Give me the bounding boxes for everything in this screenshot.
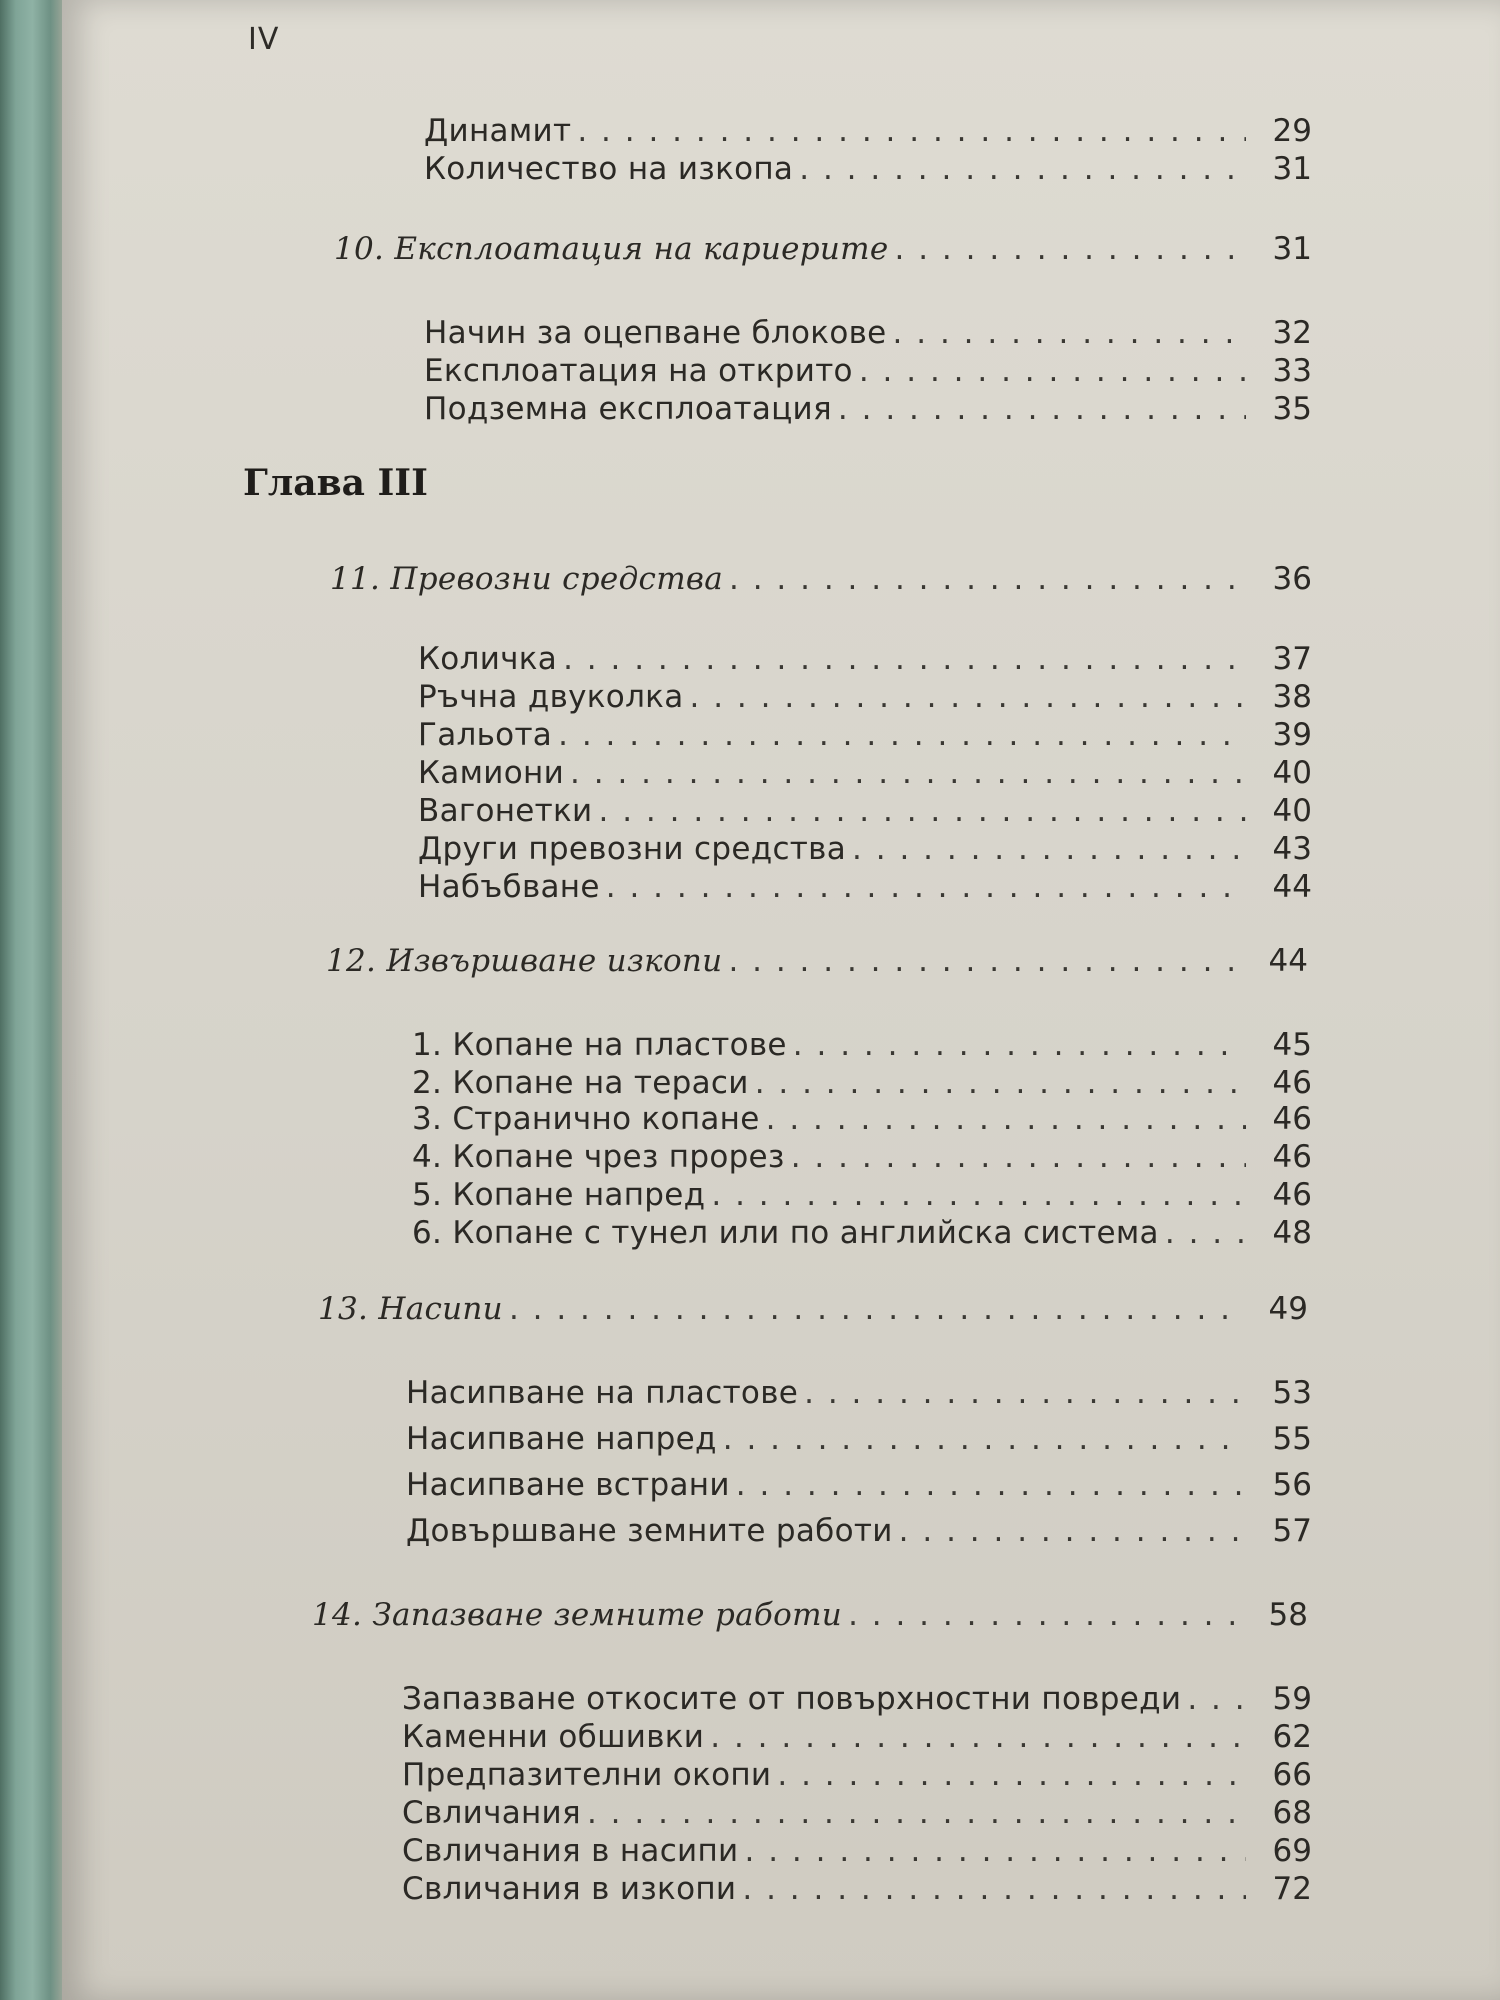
leader-dots xyxy=(1187,1680,1246,1718)
toc-entry xyxy=(412,1026,1312,1064)
toc-entry-page: 46 xyxy=(1272,1101,1312,1137)
leader-dots xyxy=(899,1512,1246,1550)
toc-section-label: 13. Насипи xyxy=(318,1291,503,1327)
toc-entry-page: 72 xyxy=(1272,1871,1312,1907)
toc-entry xyxy=(412,1138,1312,1176)
leader-dots xyxy=(599,792,1247,830)
toc-entry xyxy=(424,314,1312,352)
leader-dots xyxy=(838,390,1246,428)
leader-dots xyxy=(895,230,1246,268)
toc-section-page: 36 xyxy=(1272,561,1312,597)
leader-dots xyxy=(710,1718,1246,1756)
toc-entry-page: 46 xyxy=(1272,1177,1312,1213)
toc-entry-label: Довършване земните работи xyxy=(406,1513,893,1549)
toc-entry-page: 31 xyxy=(1272,151,1312,187)
toc-entry xyxy=(424,390,1312,428)
toc-entry-label: Насипване встрани xyxy=(406,1467,730,1503)
chapter-heading: Глава III xyxy=(243,462,428,504)
leader-dots xyxy=(799,150,1246,188)
toc-entry xyxy=(412,1064,1312,1102)
toc-entry-page: 37 xyxy=(1272,641,1312,677)
toc-entry-label: Предпазителни окопи xyxy=(402,1757,772,1793)
toc-entry-label: Набъбване xyxy=(418,869,600,905)
toc-entry-label: Експлоатация на открито xyxy=(424,353,853,389)
leader-dots xyxy=(893,314,1246,352)
toc-section-label: 12. Извършване изкопи xyxy=(326,943,723,979)
toc-entry xyxy=(418,868,1312,906)
toc-entry xyxy=(402,1680,1312,1718)
toc-entry-page: 62 xyxy=(1272,1719,1312,1755)
toc-entry xyxy=(402,1756,1312,1794)
toc-entry-page: 53 xyxy=(1272,1375,1312,1411)
toc-entry-label: Количество на изкопа xyxy=(424,151,794,187)
toc-entry xyxy=(406,1420,1312,1458)
toc-entry xyxy=(406,1466,1312,1504)
leader-dots xyxy=(766,1100,1246,1138)
toc-entry xyxy=(424,112,1312,150)
toc-entry xyxy=(418,716,1312,754)
toc-entry xyxy=(402,1718,1312,1756)
toc-entry xyxy=(406,1512,1312,1550)
toc-section-label: 14. Запазване земните работи xyxy=(312,1597,843,1633)
leader-dots xyxy=(729,560,1246,598)
leader-dots xyxy=(804,1374,1246,1412)
toc-entry-page: 33 xyxy=(1272,353,1312,389)
leader-dots xyxy=(742,1870,1246,1908)
toc-entry-page: 45 xyxy=(1272,1027,1312,1063)
toc-entry-label: Количка xyxy=(418,641,558,677)
toc-entry xyxy=(402,1832,1312,1870)
toc-entry-label: 5. Копане напред xyxy=(412,1177,706,1213)
toc-entry-label: Насипване напред xyxy=(406,1421,717,1457)
toc-entry-page: 69 xyxy=(1272,1833,1312,1869)
toc-section-page: 49 xyxy=(1268,1291,1308,1327)
toc-section-label: 10. Експлоатация на кариерите xyxy=(334,231,889,267)
toc-entry xyxy=(418,640,1312,678)
leader-dots xyxy=(791,1138,1246,1176)
leader-dots xyxy=(570,754,1246,792)
toc-entry-page: 46 xyxy=(1272,1139,1312,1175)
toc-section xyxy=(312,1596,1308,1634)
toc-entry-page: 38 xyxy=(1272,679,1312,715)
toc-entry-label: 1. Копане на пластове xyxy=(412,1027,787,1063)
toc-entry xyxy=(424,352,1312,390)
toc-entry xyxy=(412,1214,1312,1252)
leader-dots xyxy=(736,1466,1246,1504)
leader-dots xyxy=(777,1756,1246,1794)
leader-dots xyxy=(859,352,1246,390)
toc-entry-page: 59 xyxy=(1272,1681,1312,1717)
leader-dots xyxy=(755,1064,1246,1102)
toc-entry xyxy=(418,678,1312,716)
toc-entry xyxy=(418,754,1312,792)
toc-entry-page: 55 xyxy=(1272,1421,1312,1457)
toc-entry xyxy=(406,1374,1312,1412)
toc-entry-label: Свличания xyxy=(402,1795,581,1831)
toc-section-page: 58 xyxy=(1268,1597,1308,1633)
leader-dots xyxy=(587,1794,1246,1832)
toc-entry xyxy=(424,150,1312,188)
toc-entry-page: 56 xyxy=(1272,1467,1312,1503)
toc-entry-label: Гальота xyxy=(418,717,553,753)
leader-dots xyxy=(852,830,1246,868)
toc-section xyxy=(330,560,1312,598)
leader-dots xyxy=(723,1420,1246,1458)
toc-entry-page: 29 xyxy=(1272,113,1312,149)
toc-entry-page: 32 xyxy=(1272,315,1312,351)
toc-section-label: 11. Превозни средства xyxy=(330,561,724,597)
toc-entry xyxy=(402,1794,1312,1832)
toc-entry-page: 68 xyxy=(1272,1795,1312,1831)
toc-entry-page: 40 xyxy=(1272,793,1312,829)
toc-entry-label: Свличания в насипи xyxy=(402,1833,739,1869)
leader-dots xyxy=(711,1176,1246,1214)
toc-entry-label: 6. Копане с тунел или по английска система xyxy=(412,1215,1159,1251)
toc-entry xyxy=(418,830,1312,868)
toc-entry-label: Динамит xyxy=(424,113,572,149)
page-number: IV xyxy=(248,22,280,57)
toc-entry-page: 43 xyxy=(1272,831,1312,867)
toc-entry-page: 57 xyxy=(1272,1513,1312,1549)
leader-dots xyxy=(558,716,1246,754)
leader-dots xyxy=(728,942,1242,980)
toc-section xyxy=(318,1290,1308,1328)
toc-section-page: 44 xyxy=(1268,943,1308,979)
leader-dots xyxy=(745,1832,1246,1870)
toc-entry xyxy=(418,792,1312,830)
toc-entry-page: 35 xyxy=(1272,391,1312,427)
toc-entry-label: Вагонетки xyxy=(418,793,593,829)
toc-entry-page: 66 xyxy=(1272,1757,1312,1793)
toc-entry-label: Насипване на пластове xyxy=(406,1375,799,1411)
leader-dots xyxy=(563,640,1246,678)
toc-section xyxy=(326,942,1308,980)
toc-entry-label: Подземна експлоатация xyxy=(424,391,832,427)
toc-entry xyxy=(412,1100,1312,1138)
leader-dots xyxy=(509,1290,1242,1328)
leader-dots xyxy=(690,678,1246,716)
toc-section xyxy=(334,230,1312,268)
toc-entry-page: 48 xyxy=(1272,1215,1312,1251)
toc-entry-page: 44 xyxy=(1272,869,1312,905)
toc-entry-label: Каменни обшивки xyxy=(402,1719,705,1755)
toc-entry-page: 39 xyxy=(1272,717,1312,753)
toc-entry-page: 46 xyxy=(1272,1065,1312,1101)
toc-entry-label: 4. Копане чрез прорез xyxy=(412,1139,785,1175)
toc-section-page: 31 xyxy=(1272,231,1312,267)
toc-entry-label: Свличания в изкопи xyxy=(402,1871,737,1907)
leader-dots xyxy=(1165,1214,1246,1252)
leader-dots xyxy=(577,112,1246,150)
toc-entry xyxy=(402,1870,1312,1908)
toc-entry-label: Начин за оцепване блокове xyxy=(424,315,887,351)
leader-dots xyxy=(606,868,1246,906)
toc-entry-label: 2. Копане на тераси xyxy=(412,1065,749,1101)
toc-entry-label: Други превозни средства xyxy=(418,831,847,867)
leader-dots xyxy=(793,1026,1246,1064)
toc-entry-label: Камиони xyxy=(418,755,565,791)
leader-dots xyxy=(848,1596,1242,1634)
toc-entry-label: Ръчна двуколка xyxy=(418,679,684,715)
toc-entry-page: 40 xyxy=(1272,755,1312,791)
toc-entry-label: Запазване откосите от повърхностни повреди xyxy=(402,1681,1182,1717)
toc-entry xyxy=(412,1176,1312,1214)
toc-entry-label: 3. Странично копане xyxy=(412,1101,760,1137)
